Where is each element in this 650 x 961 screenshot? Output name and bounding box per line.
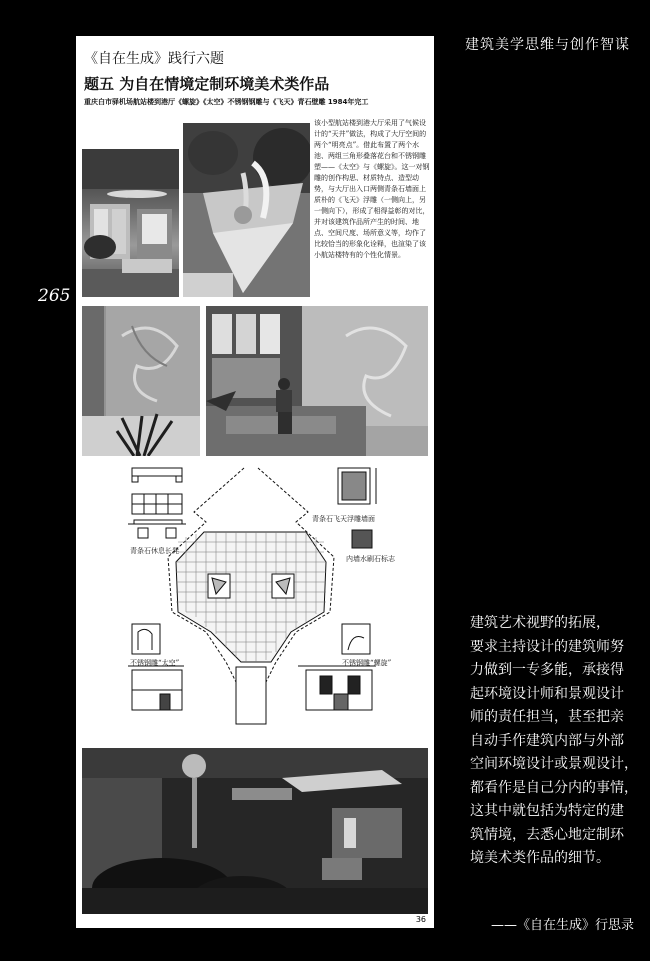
document-sheet: [76, 36, 434, 928]
label-relief-wall: 青条石飞天浮雕墙面: [312, 515, 375, 523]
page-number: 265: [38, 286, 71, 306]
photo-relief-wall: [82, 306, 200, 456]
floor-plan-svg: [76, 462, 434, 742]
body-line: 自动手作建筑内部与外部: [470, 732, 624, 749]
label-bench: 青条石休息长凳: [130, 547, 179, 555]
topic-title: 题五 为自在情境定制环境美术类作品: [84, 75, 330, 93]
body-line: 要求主持设计的建筑师努: [470, 638, 624, 655]
body-line: 建筑艺术视野的拓展，: [470, 615, 610, 631]
signature: ——《自在生成》行思录: [490, 918, 634, 933]
label-logo: 内墙水刷石标志: [346, 555, 395, 563]
body-line: 都看作是自己分内的事情，: [470, 779, 638, 796]
photo-hall-interior: [82, 149, 179, 297]
photo-hall-dark: [82, 748, 428, 914]
body-line: 师的责任担当，甚至把亲: [470, 709, 624, 725]
body-line: 筑情境，去悉心地定制环: [470, 826, 624, 843]
body-line: 这其中就包括为特定的建: [470, 803, 624, 819]
hall-seated-image: [206, 306, 428, 456]
hall-dark-image: [82, 748, 428, 914]
floor-plan-drawing: [76, 462, 434, 742]
sheet-page-number: 36: [415, 915, 426, 924]
subtitle: 重庆白市驿机场航站楼到港厅《螺旋》《太空》不锈钢钢雕与《飞天》青石壁雕 1984年完工: [84, 98, 369, 106]
series-title: 《自在生成》践行六题: [84, 51, 224, 67]
label-steel-space: 不锈钢雕“太空”: [130, 659, 180, 667]
body-text: [470, 612, 638, 871]
description-text: 该小型航站楼到港大厅采用了气候设计的“天井”做法，构成了大厅空间的两个“明亮点”。借此布置了两个水池、两组三角形叠落花台和不锈钢雕塑——《太空》与《螺旋》。这一对钢雕的创作构思、材质特点、造型动势，与大厅出入口两侧青条石墙面上质朴的《飞天》浮雕（一侧向上，另一侧向下），形成了相得益彰的对比，并对该建筑作品所产生的时间、地点、空间尺度、场所意义等，均作了比较恰当的形象化诠释，也渲染了该小航站楼特有的个性化情景。: [314, 119, 430, 259]
body-line: 空间环境设计或景观设计，: [470, 756, 638, 772]
relief-wall-image: [82, 306, 200, 456]
steel-sculpture-image: [183, 123, 310, 297]
photo-hall-seated: [206, 306, 428, 456]
photo-steel-sculpture: [183, 123, 310, 297]
body-line: 起环境设计师和景观设计: [470, 685, 624, 702]
body-line: 力做到一专多能，承接得: [470, 662, 624, 678]
body-line: 境美术类作品的细节。: [470, 850, 610, 866]
hall-interior-image: [82, 149, 179, 297]
header-title: 建筑美学思维与创作智谋: [465, 37, 630, 53]
label-steel-spiral: 不锈钢雕“螺旋”: [342, 659, 392, 667]
